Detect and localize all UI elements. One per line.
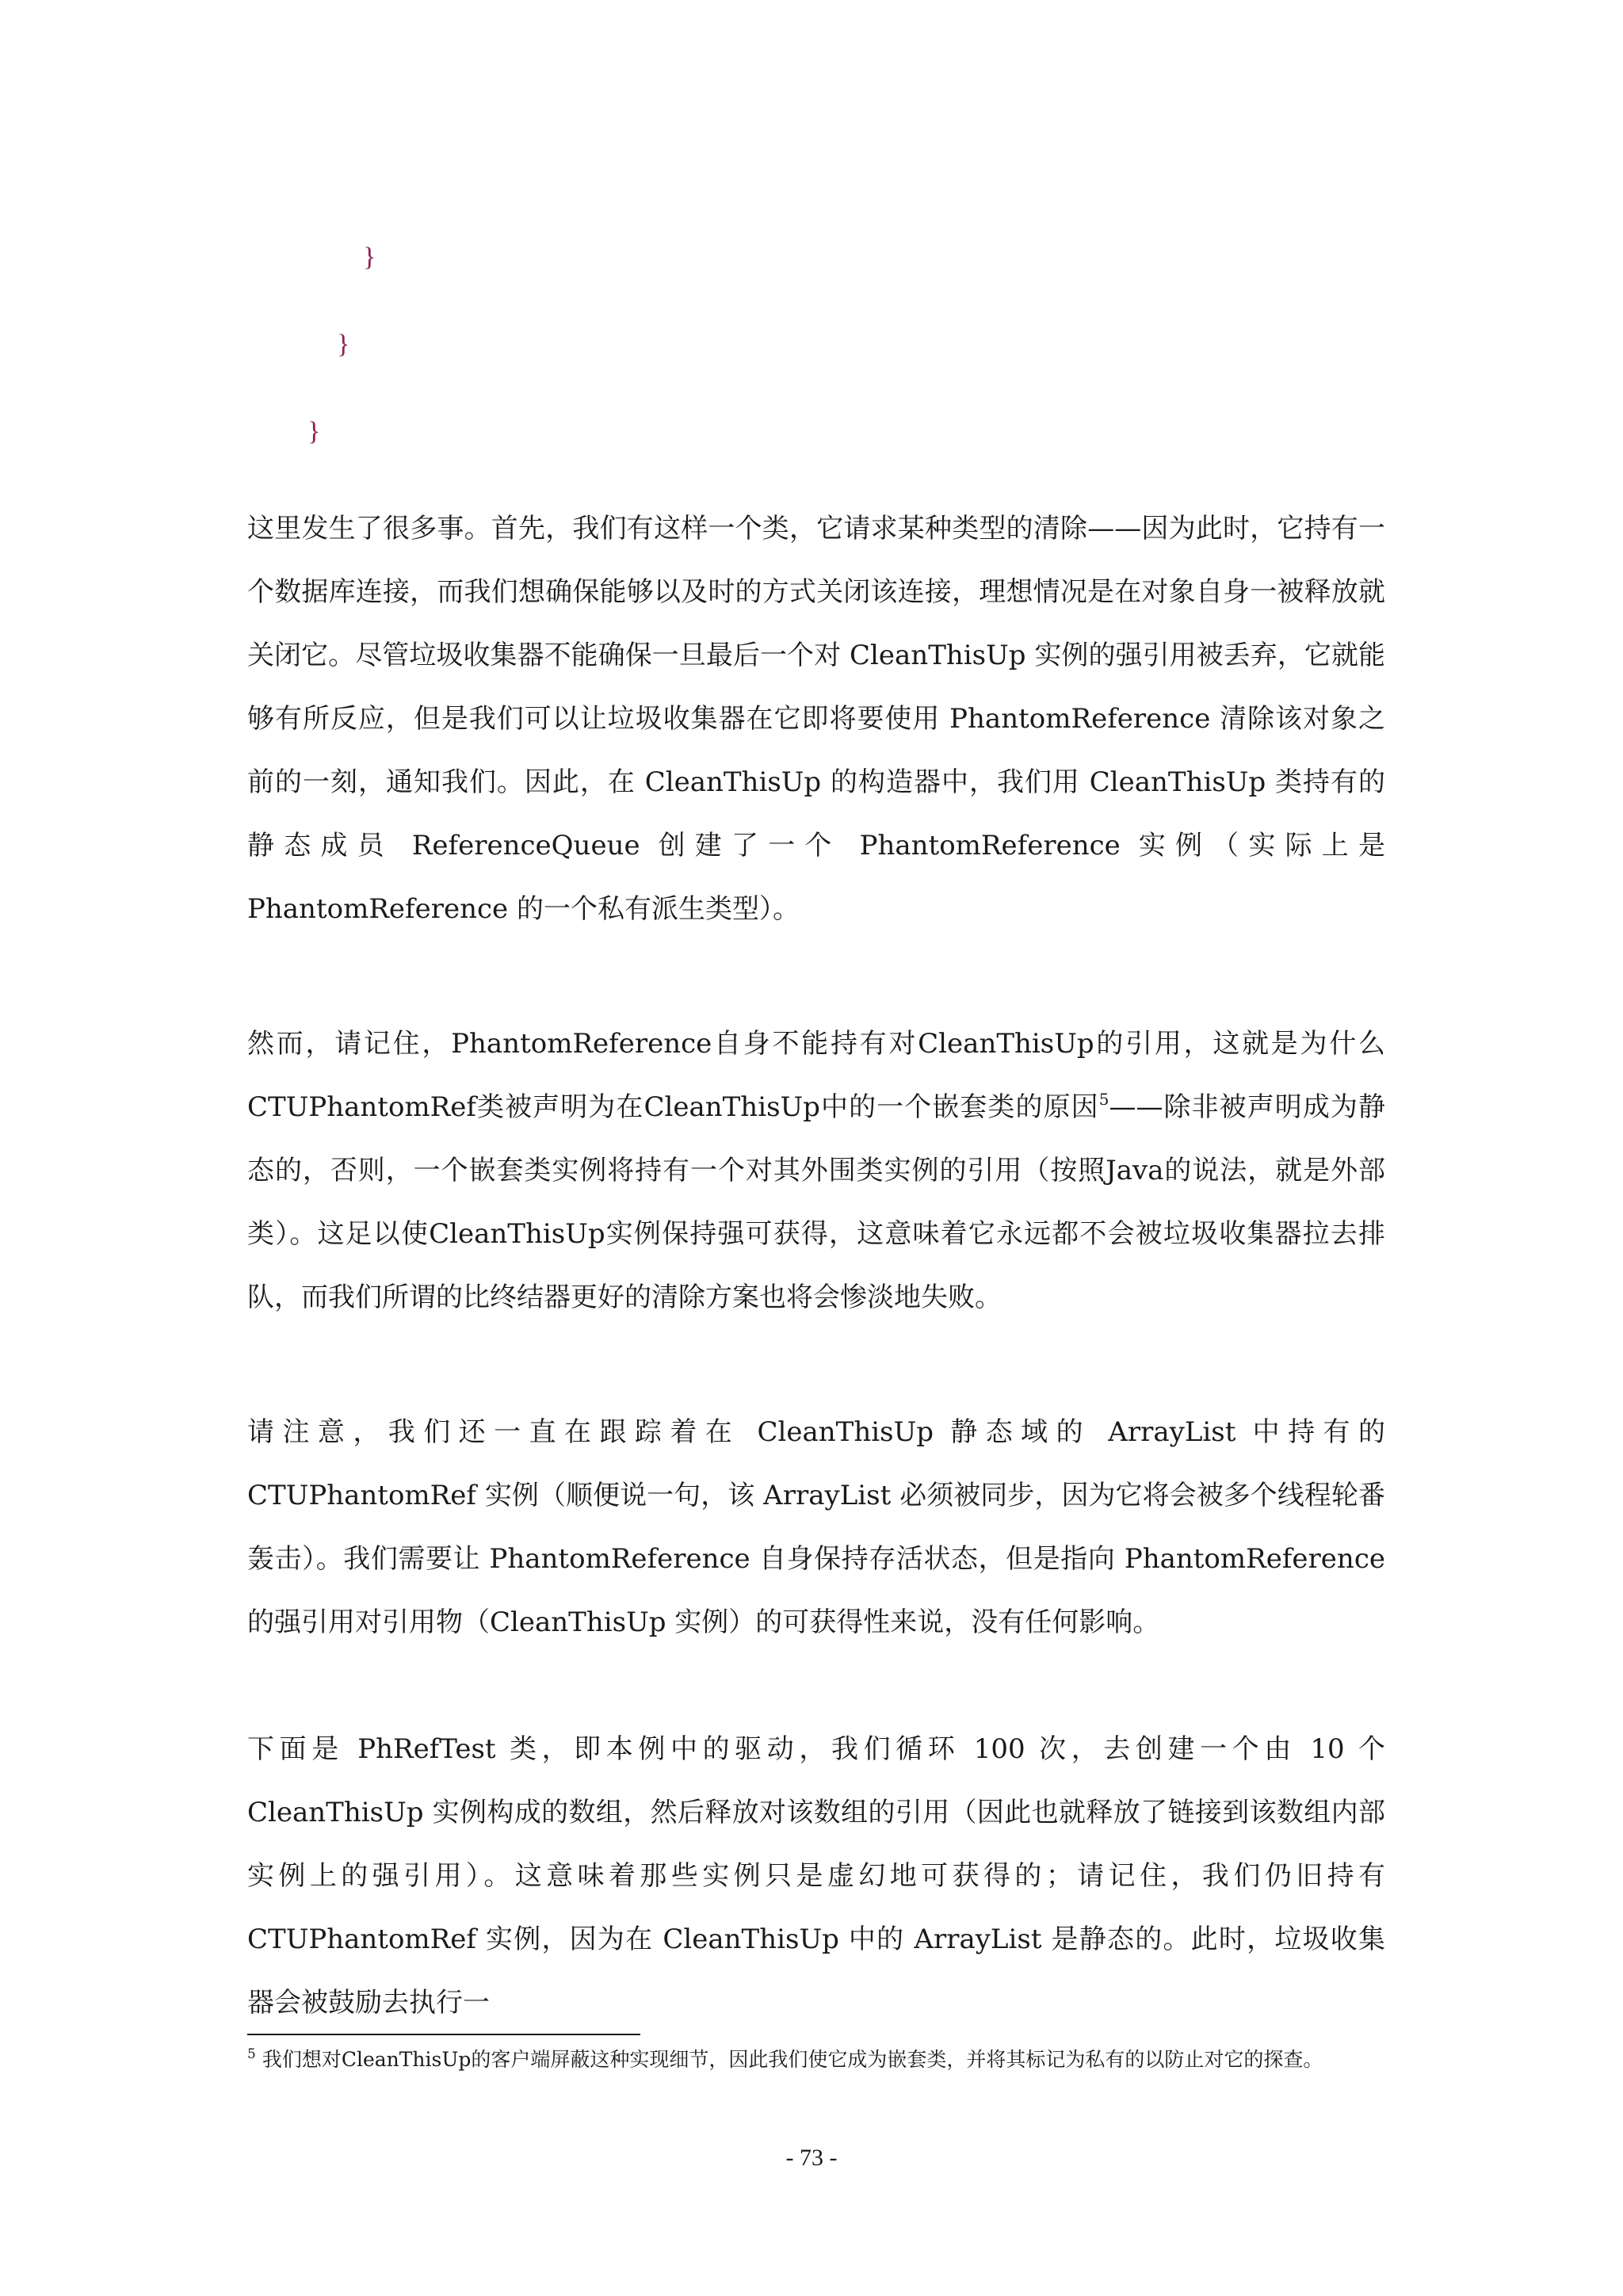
paragraph-text: ——除非被声明成为静态的，否则，一个嵌套类实例将持有一个对其外围类实例的引用（按照Java的说法，就是外部类）。这足以使CleanThisUp实例保持强可获得，这意味着它永远都不会被垃圾收集器拉去排队，而我们所谓的比终结器更好的清除方案也将会惨淡地失败。	[247, 1091, 1386, 1313]
footnote-marker: 5	[247, 2046, 256, 2062]
paragraph-text: 然而，请记住，PhantomReference自身不能持有对CleanThisUp的引用，这就是为什么CTUPhantomRef类被声明为在CleanThisUp中的一个嵌套类的原因	[247, 1028, 1385, 1123]
code-closing-brace: }	[307, 417, 321, 446]
code-closing-brace: }	[363, 243, 376, 272]
footnote-text: 我们想对CleanThisUp的客户端屏蔽这种实现细节，因此我们使它成为嵌套类，并将其标记为私有的以防止对它的探查。	[262, 2048, 1323, 2071]
footnote	[247, 2045, 1385, 2075]
code-closing-brace: }	[337, 330, 350, 359]
footnote-separator	[247, 2034, 640, 2035]
body-paragraph-1: 这里发生了很多事。首先，我们有这样一个类，它请求某种类型的清除——因为此时，它持有一个数据库连接，而我们想确保能够以及时的方式关闭该连接，理想情况是在对象自身一被释放就关闭它。尽管垃圾收集器不能确保一旦最后一个对 CleanThisUp 实例的强引用被丢弃，它就能够有所反应，但是我们可以让垃圾收集器在它即将要使用 PhantomReference 清除该对象之前的一刻，通知我们。因此，在 CleanThisUp 的构造器中，我们用 CleanThisUp 类持有的静态成员 ReferenceQueue 创建了一个 PhantomReference 实例（实际上是 PhantomReference 的一个私有派生类型）。	[247, 513, 1385, 925]
page-number: - 73 -	[785, 2145, 838, 2171]
body-paragraph-3: 请注意，我们还一直在跟踪着在 CleanThisUp 静态域的 ArrayList 中持有的 CTUPhantomRef 实例（顺便说一句，该 ArrayList 必须被同步，因为它将会被多个线程轮番轰击）。我们需要让 PhantomReference 自身保持存活状态，但是指向 PhantomReference 的强引用对引用物（CleanThisUp 实例）的可获得性来说，没有任何影响。	[247, 1416, 1385, 1638]
body-paragraph-4: 下面是 PhRefTest 类，即本例中的驱动，我们循环 100 次，去创建一个由 10 个 CleanThisUp 实例构成的数组，然后释放对该数组的引用（因此也就释放了链接到该数组内部实例上的强引用）。这意味着那些实例只是虚幻地可获得的；请记住，我们仍旧持有 CTUPhantomRef 实例，因为在 CleanThisUp 中的 ArrayList 是静态的。此时，垃圾收集器会被鼓励去执行一	[247, 1733, 1385, 2019]
footnote-reference[interactable]: 5	[1098, 1090, 1109, 1109]
body-paragraph-2	[247, 1012, 1385, 1329]
